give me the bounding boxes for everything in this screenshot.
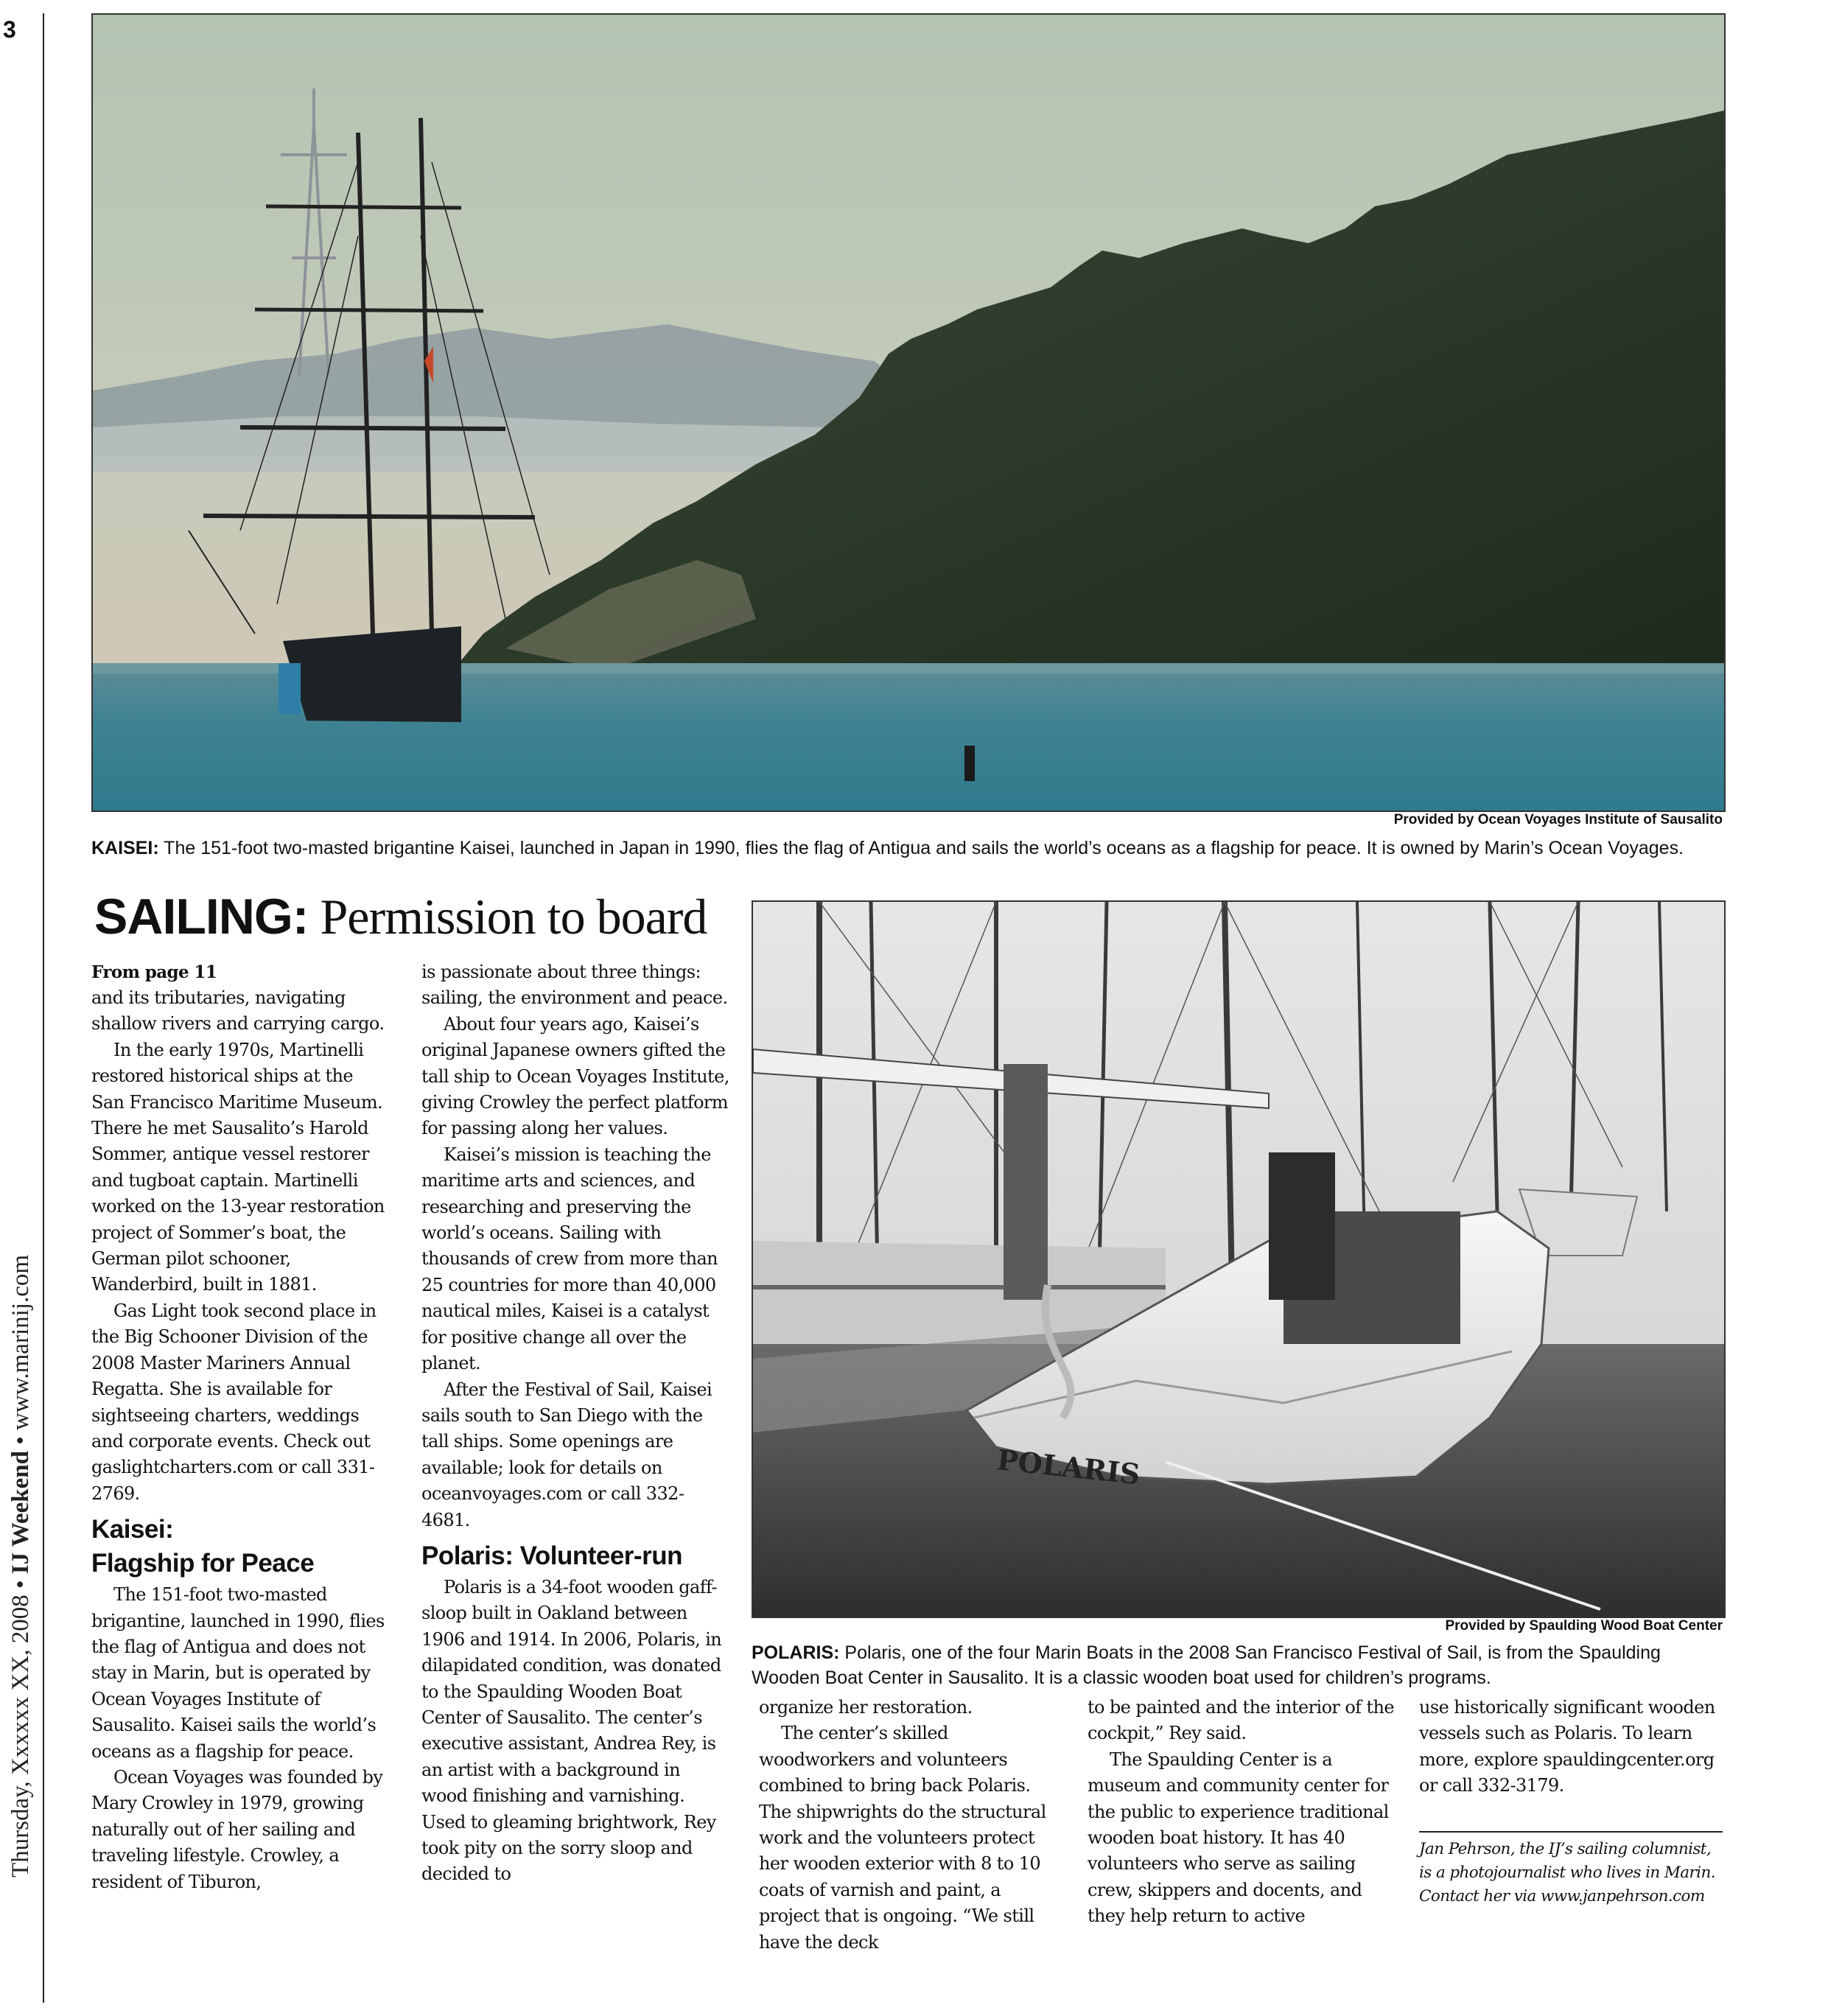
polaris-stern-name: POLARIS	[995, 1443, 1142, 1491]
folio-separator: •	[7, 1435, 35, 1445]
paragraph: to be painted and the interior of the cockpit,” Rey said.	[1088, 1697, 1394, 1744]
kaisei-photo-caption	[91, 836, 1723, 861]
polaris-photo-caption	[752, 1640, 1723, 1690]
paragraph: The Spaulding Center is a museum and community center for the public to experience traditional wooden boat history. It has 40 volunteers who serve as sailing crew, skippers and docents, and they help return to active	[1088, 1749, 1389, 1927]
paragraph: is passionate about three things: sailing, the environment and peace.	[421, 962, 728, 1009]
article-column-3	[759, 1695, 1061, 1956]
paragraph: After the Festival of Sail, Kaisei sails south to San Diego with the tall ships. Some openings are available; look for details on oceanvoyages.com or call 332-4681.	[421, 1379, 712, 1530]
folio-site: www.marinij.com	[7, 1254, 35, 1430]
paragraph: and its tributaries, navigating shallow rivers and carrying cargo.	[91, 987, 385, 1035]
subhead-line: Flagship for Peace	[91, 1549, 315, 1578]
caption-text: The 151-foot two-masted brigantine Kaisei, launched in Japan in 1990, flies the flag of Antigua and sails the world’s oceans as a flagship for peace. It is owned by Marin’s Ocean Voyages.	[158, 838, 1684, 858]
subhead-kaisei	[91, 1513, 386, 1581]
polaris-photo-credit: Provided by Spaulding Wood Boat Center	[1445, 1618, 1723, 1634]
kaisei-photo	[91, 13, 1726, 812]
subhead-line: Kaisei:	[91, 1515, 174, 1544]
paragraph: The center’s skilled woodworkers and volunteers combined to bring back Polaris. The shipwrights do the structural work and the volunteers protect her wooden exterior with 8 to 10 coats of varnish and paint, a project that is ongoing. “We still have the deck	[759, 1723, 1046, 1953]
paragraph: Polaris is a 34-foot wooden gaff-sloop built in Oakland between 1906 and 1914. In 2006, Polaris, in dilapidated condition, was donated to the Spaulding Wooden Boat Center of Sausalito. The center’s executive assistant, Andrea Rey, is an artist with a background in wood finishing and varnishing. Used to gleaming brightwork, Rey took pity on the sorry sloop and decided to	[421, 1576, 722, 1885]
article-column-2	[421, 959, 729, 1888]
paragraph: The 151-foot two-masted brigantine, launched in 1990, flies the flag of Antigua and does not stay in Marin, but is operated by Ocean Voyages Institute of Sausalito. Kaisei sails the world’s oceans as a flagship for peace.	[91, 1584, 385, 1762]
folio-date: Thursday, Xxxxxx XX, 2008	[7, 1594, 35, 1877]
polaris-photo	[752, 900, 1726, 1618]
kaisei-photo-credit: Provided by Ocean Voyages Institute of Sausalito	[1393, 812, 1723, 827]
article-column-5	[1419, 1695, 1723, 1799]
subhead-polaris: Polaris: Volunteer-run	[421, 1541, 682, 1570]
paragraph: organize her restoration.	[759, 1697, 973, 1718]
folio-section: IJ Weekend	[7, 1450, 35, 1574]
headline	[94, 889, 707, 945]
paragraph: In the early 1970s, Martinelli restored historical ships at the San Francisco Maritime Museum. There he met Sausalito’s Harold Sommer, antique vessel restorer and tugboat captain. Martinelli worked on the 13-year restoration project of Sommer’s boat, the German pilot schooner, Wanderbird, built in 1881.	[91, 1039, 385, 1295]
caption-label: KAISEI:	[91, 838, 159, 858]
bio-rule	[1419, 1831, 1723, 1833]
paragraph: Gas Light took second place in the Big Schooner Division of the 2008 Master Mariners Annual Regatta. She is available for sightseeing charters, weddings and corporate events. Check out gaslightcharters.com or call 331-2769.	[91, 1300, 377, 1504]
caption-label: POLARIS:	[752, 1642, 840, 1663]
paragraph: use historically significant wooden vessels such as Polaris. To learn more, explore spauldingcenter.org or call 332-3179.	[1419, 1697, 1715, 1796]
folio-line	[0, 1135, 43, 1997]
paragraph: About four years ago, Kaisei’s original Japanese owners gifted the tall ship to Ocean Voyages Institute, giving Crowley the perfect platform for passing along her values.	[421, 1013, 729, 1139]
paragraph: Kaisei’s mission is teaching the maritime arts and sciences, and researching and preserving the world’s oceans. Sailing with thousands of crew from more than 25 countries for more than 40,000 nautical miles, Kaisei is a catalyst for positive change all over the planet.	[421, 1144, 718, 1374]
page-number: 3	[3, 16, 16, 43]
headline-kicker: SAILING:	[94, 889, 309, 945]
jump-line: From page 11	[91, 962, 217, 982]
margin-rule	[43, 13, 44, 2003]
article-column-4	[1088, 1695, 1395, 1930]
paragraph: Ocean Voyages was founded by Mary Crowley in 1979, growing naturally out of her sailing and traveling lifestyle. Crowley, a resident of Tiburon,	[91, 1766, 383, 1892]
headline-main: Permission to board	[308, 889, 707, 945]
caption-text: Polaris, one of the four Marin Boats in the 2008 San Francisco Festival of Sail, is from the Spaulding Wooden Boat Center in Sausalito. It is a classic wooden boat used for children’s programs.	[752, 1642, 1661, 1688]
folio-separator: •	[7, 1579, 35, 1589]
article-column-1	[91, 959, 386, 1895]
author-bio: Jan Pehrson, the IJ’s sailing columnist, is a photojournalist who lives in Marin. Contact her via www.janpehrson.com	[1419, 1840, 1715, 1905]
